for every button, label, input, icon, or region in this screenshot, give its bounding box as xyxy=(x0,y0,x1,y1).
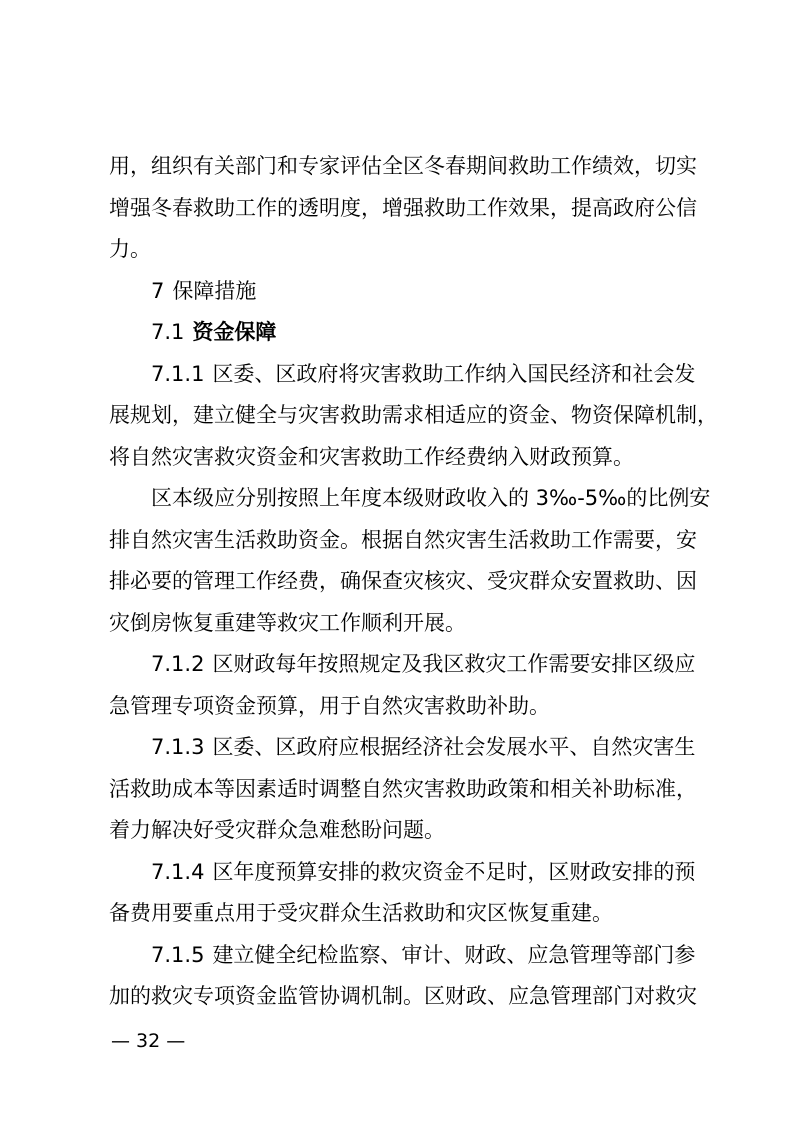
clause-text: 区委、区政府将灾害救助工作纳入国民经济和社会发 xyxy=(212,361,696,386)
clause-number: 7.1.4 xyxy=(151,859,205,884)
paragraph-line: 着力解决好受灾群众急难愁盼问题。 xyxy=(109,818,445,842)
clause-7-1-3 xyxy=(109,727,695,769)
clause-number: 7.1.3 xyxy=(151,735,205,759)
paragraph-line: 活救助成本等因素适时调整自然灾害救助政策和相关补助标准， xyxy=(109,776,697,801)
clause-text: 区年度预算安排的救灾资金不足时，区财政安排的预 xyxy=(212,859,696,884)
clause-number: 7.1.2 xyxy=(151,652,205,676)
section-number: 7.1 xyxy=(151,320,185,344)
paragraph-line: 备费用要重点用于受灾群众生活救助和灾区恢复重建。 xyxy=(109,901,613,925)
paragraph-line: 灾倒房恢复重建等救灾工作顺利开展。 xyxy=(109,610,466,635)
clause-text: 建立健全纪检监察、审计、财政、应急管理等部门参 xyxy=(212,942,696,967)
section-title: 资金保障 xyxy=(192,320,277,344)
section-heading-7-1 xyxy=(109,312,695,354)
paragraph-line: 用，组织有关部门和专家评估全区冬春期间救助工作绩效，切实 xyxy=(109,154,697,178)
page-number: — 32 — xyxy=(111,1030,186,1052)
paragraph-line: 排自然灾害生活救助资金。根据自然灾害生活救助工作需要，安 xyxy=(109,527,697,552)
clause-text: 区财政每年按照规定及我区救灾工作需要安排区级应 xyxy=(212,652,696,676)
clause-7-1-1 xyxy=(109,354,695,396)
section-heading-7 xyxy=(109,271,695,313)
clause-number: 7.1.1 xyxy=(151,361,205,386)
paragraph-line: 加的救灾专项资金监管协调机制。区财政、应急管理部门对救灾 xyxy=(109,984,697,1008)
paragraph-line: 急管理专项资金预算，用于自然灾害救助补助。 xyxy=(109,693,550,718)
clause-text: 区委、区政府应根据经济社会发展水平、自然灾害生 xyxy=(212,735,696,759)
paragraph-line: 区本级应分别按照上年度本级财政收入的 3‰-5‰的比例安 xyxy=(151,486,711,510)
paragraph-line: 排必要的管理工作经费，确保查灾核灾、受灾群众安置救助、因 xyxy=(109,569,697,593)
clause-number: 7.1.5 xyxy=(151,942,205,967)
clause-7-1-4 xyxy=(109,852,695,894)
paragraph-line: 力。 xyxy=(109,237,151,261)
paragraph-line: 增强冬春救助工作的透明度，增强救助工作效果，提高政府公信 xyxy=(109,195,697,220)
paragraph-line: 将自然灾害救灾资金和灾害救助工作经费纳入财政预算。 xyxy=(109,444,634,469)
document-body xyxy=(109,146,718,1018)
section-title: 保障措施 xyxy=(172,278,257,303)
paragraph-line: 展规划，建立健全与灾害救助需求相适应的资金、物资保障机制， xyxy=(109,403,718,427)
section-number: 7 xyxy=(151,278,165,303)
clause-7-1-2 xyxy=(109,644,695,686)
clause-7-1-5 xyxy=(109,935,695,977)
